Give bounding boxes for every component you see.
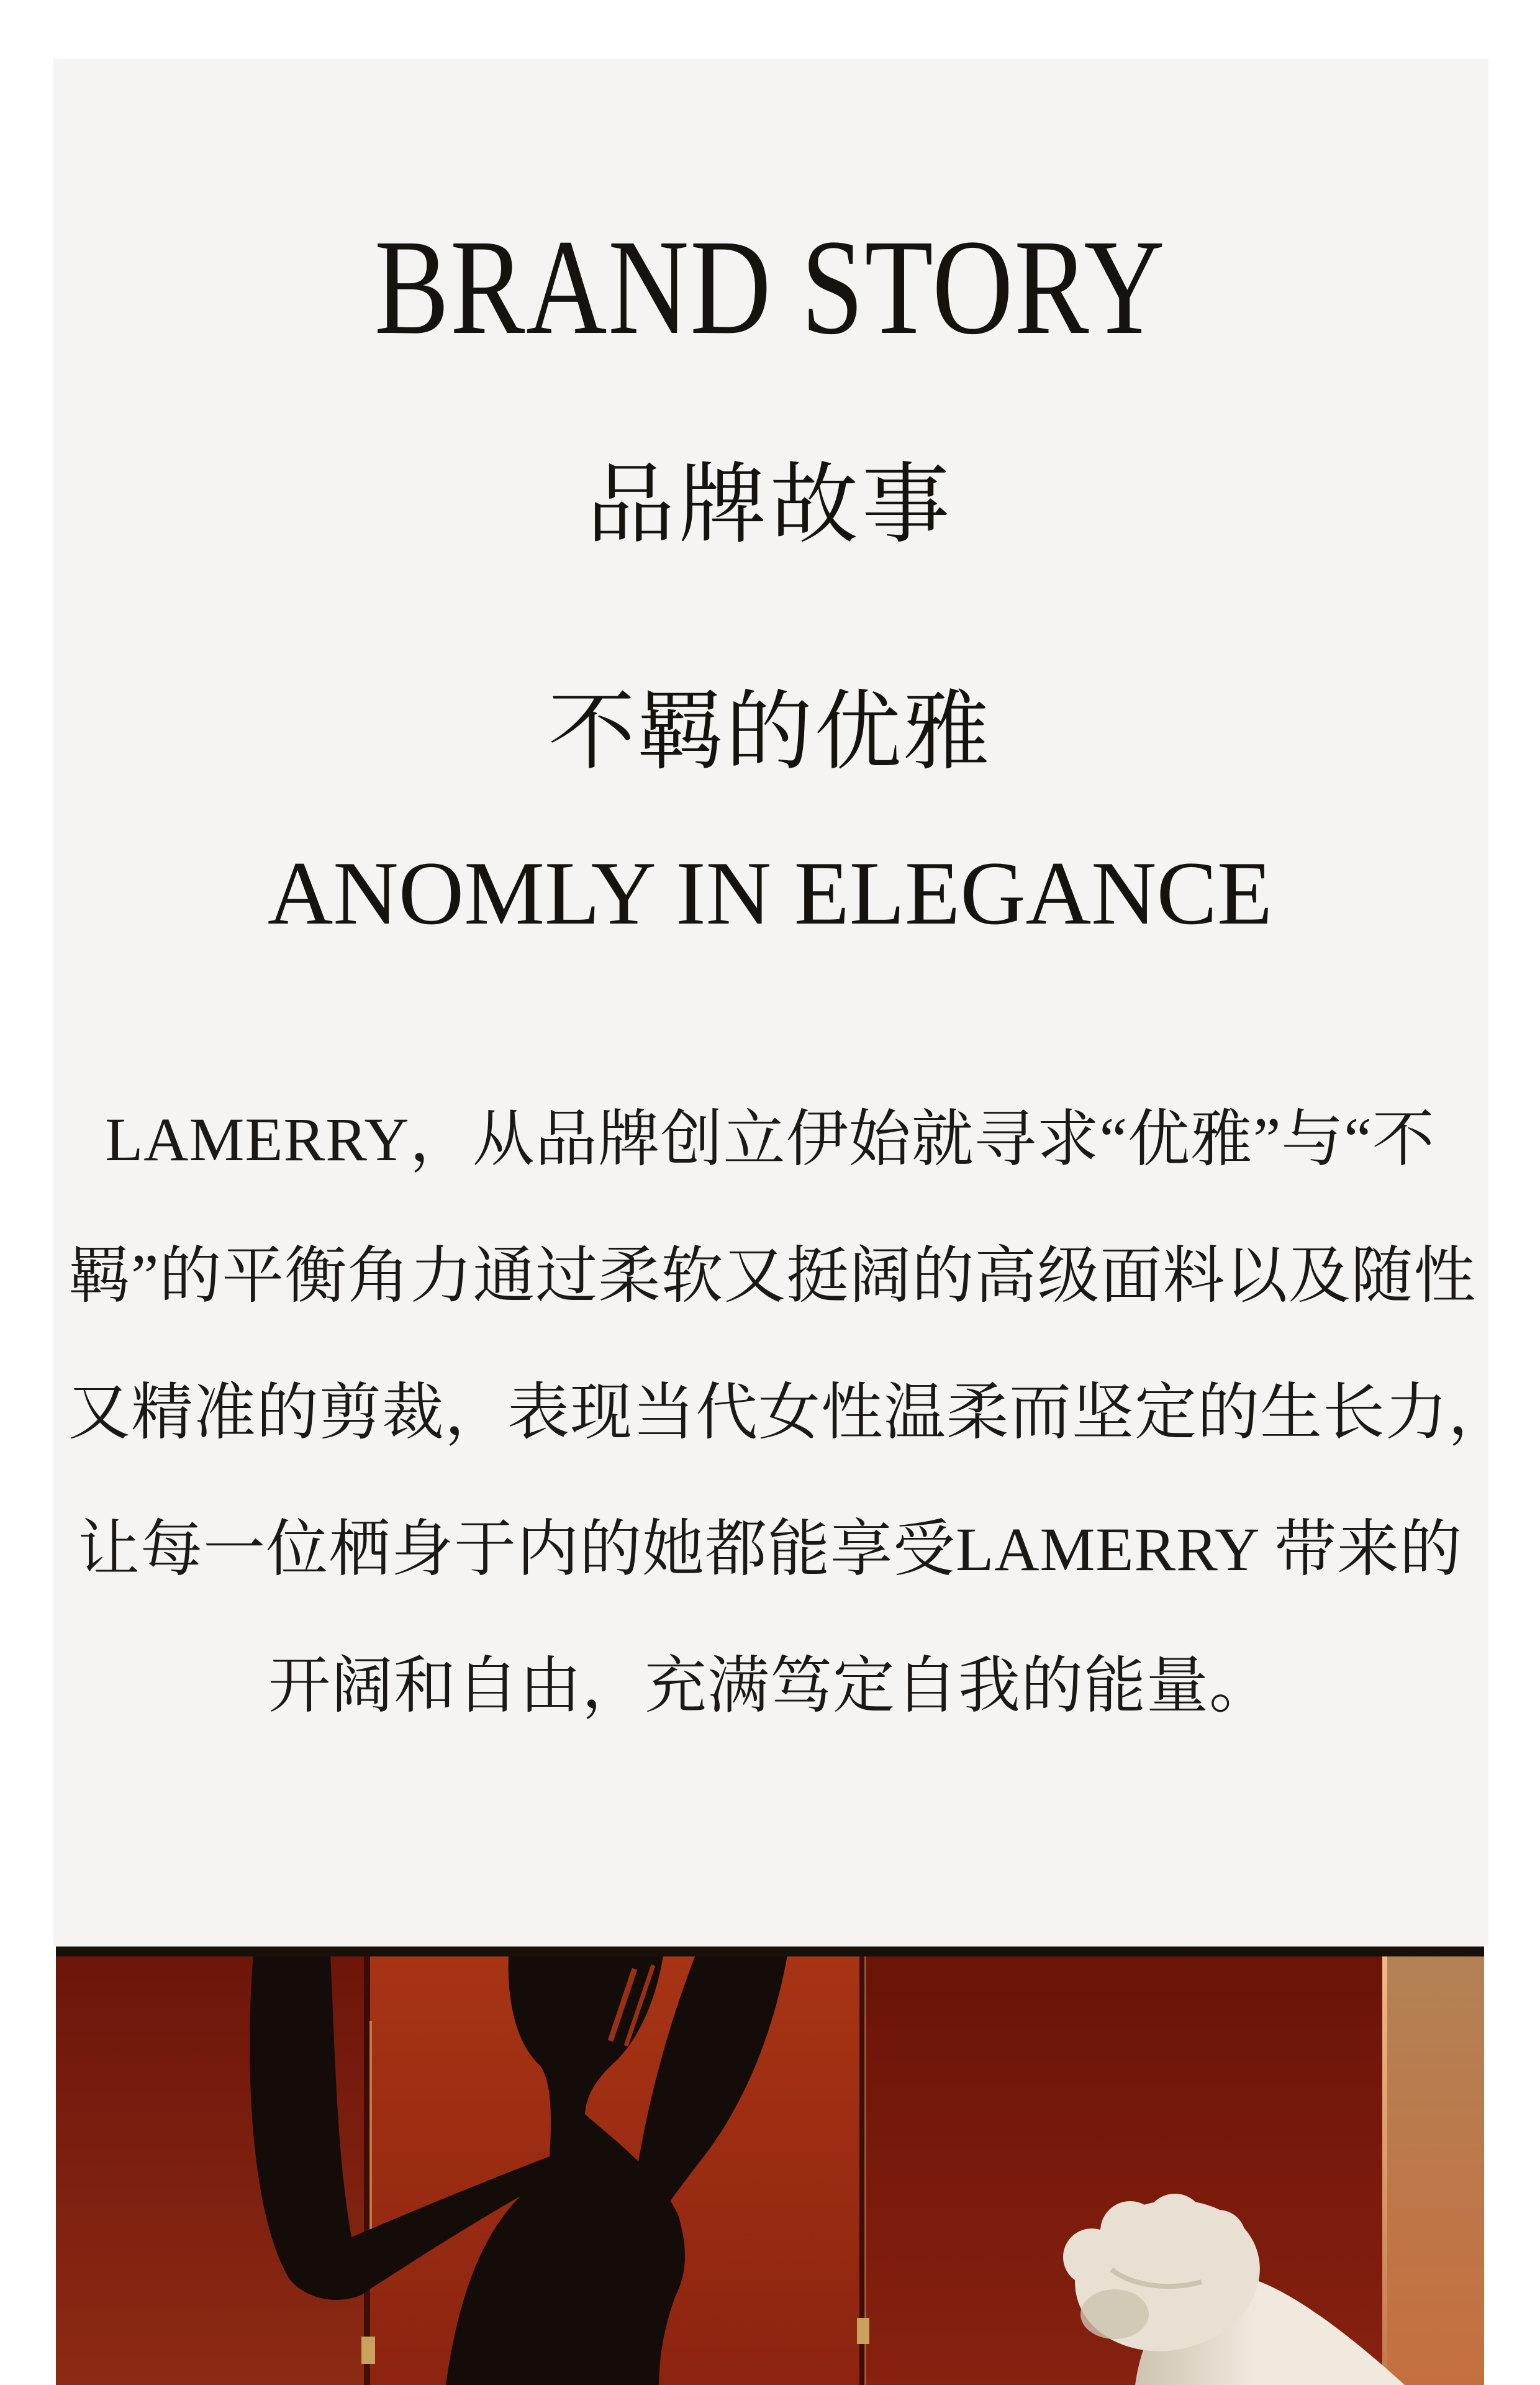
brand-photo	[56, 1947, 1484, 2385]
panel-edge-highlight	[1382, 1947, 1387, 2385]
tagline-english-text: ANOMLY IN ELEGANCE	[267, 843, 1273, 943]
thumb-shadow	[1080, 2289, 1149, 2339]
brand-story-paragraph	[68, 1071, 1511, 1755]
paragraph-line: 又精准的剪裁，表现当代女性温柔而坚定的生长力，	[68, 1378, 1511, 1447]
paragraph-line: 羁”的平衡角力通过柔软又挺阔的高级面料以及随性	[68, 1242, 1477, 1311]
hinge-left	[361, 2337, 375, 2364]
knuckle	[1191, 2210, 1246, 2265]
paragraph-line: 让每一位栖身于内的她都能享受LAMERRY 带来的	[78, 1515, 1462, 1584]
screen-top-rail	[56, 1947, 1484, 1956]
page-title-text: BRAND STORY	[374, 211, 1166, 363]
tagline-chinese-text: 不羁的优雅	[548, 684, 992, 781]
brand-photo-canvas	[56, 1947, 1484, 2385]
tagline-english	[0, 843, 1540, 943]
panel-seam-left	[364, 1947, 370, 2385]
page-title-chinese	[0, 456, 1540, 554]
hinge-right	[857, 2318, 869, 2344]
paragraph-line: LAMERRY，从品牌创立伊始就寻求“优雅”与“不	[105, 1105, 1435, 1174]
paragraph-line: 开阔和自由，充满笃定自我的能量。	[268, 1651, 1272, 1720]
page-title-chinese-text: 品牌故事	[586, 456, 954, 554]
page-title	[0, 211, 1540, 363]
tagline-chinese	[0, 684, 1540, 781]
screen-panel-side-edge	[1387, 1947, 1484, 2385]
